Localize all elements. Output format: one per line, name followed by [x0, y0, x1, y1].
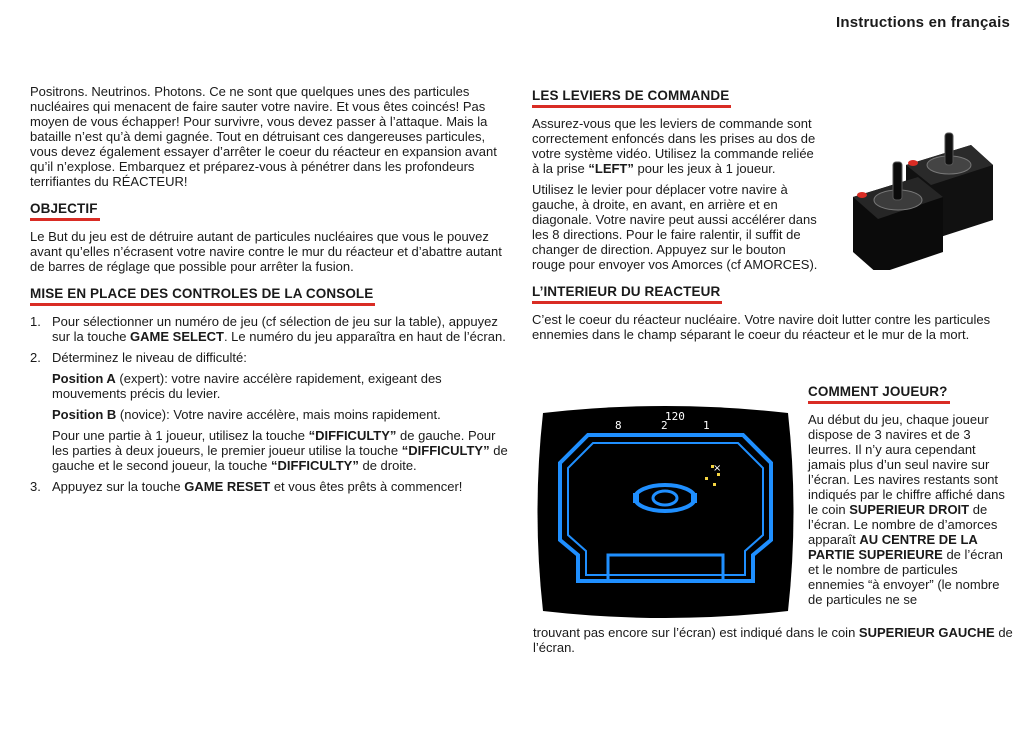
leviers-text: pour les jeux à 1 joueur.	[633, 161, 776, 176]
comment-tail-text: de l’écran.	[533, 625, 1013, 655]
comment-keyword: AU CENTRE DE LA PARTIE SUPERIEURE	[808, 532, 978, 562]
comment-text-tail	[533, 625, 1013, 655]
comment-text-c: de l’écran. Le nombre de d’amorces apparaît	[808, 502, 998, 547]
svg-text:×: ×	[713, 463, 722, 474]
comment-heading: COMMENT JOUEUR?	[808, 384, 950, 404]
leviers-keyword: “LEFT”	[588, 161, 634, 176]
step-text: et vous êtes prêts à commencer!	[270, 479, 463, 494]
objectif-heading: OBJECTIF	[30, 201, 100, 221]
leviers-text: Assurez-vous que les leviers de commande sont correctement enfoncés dans les prises au dos de votre système vidéo. Utilisez la commande reliée à la prise	[532, 116, 816, 176]
difficulty-text: de droite.	[358, 458, 417, 473]
step-2	[30, 350, 508, 473]
setup-steps	[30, 314, 508, 494]
position-b	[52, 407, 508, 422]
page-title: Instructions en français	[835, 14, 1010, 31]
comment-keyword: SUPERIEUR DROIT	[849, 502, 970, 517]
step-text: Déterminez le niveau de difficulté:	[52, 350, 247, 365]
leviers-heading: LES LEVIERS DE COMMANDE	[532, 88, 731, 108]
difficulty-keyword: “DIFFICULTY”	[308, 428, 397, 443]
leviers-paragraph-2: Utilisez le levier pour déplacer votre navire à gauche, à droite, en avant, en arrière et en diagonale. Votre navire peut aussi accélérer dans les 8 directions. Pour le faire ralentir, il suffit de changer de direction. Appuyez sur le bouton rouge pour envoyer vos Amorces (cf AMORCES).	[532, 182, 818, 272]
step-text: Pour sélectionner un numéro de jeu (cf sélection de jeu sur la table), appuyez sur la touche	[52, 314, 498, 344]
position-b-label: Position B	[52, 407, 117, 422]
difficulty-text: de gauche et le second joueur, la touche	[52, 443, 508, 473]
difficulty-paragraph	[52, 428, 508, 473]
step-number: 2.	[30, 350, 41, 365]
step-number: 1.	[30, 314, 41, 329]
objectif-text: Le But du jeu est de détruire autant de particules nucléaires que vous le pouvez avant qu’elles n’écrasent votre navire contre le mur du réacteur et d’abattre autant de barres de réglage que possible pour arrêter la fusion.	[30, 229, 502, 274]
step-keyword: GAME SELECT	[130, 329, 224, 344]
joystick-controllers-icon	[846, 130, 996, 270]
difficulty-text: Pour une partie à 1 joueur, utilisez la touche	[52, 428, 309, 443]
comment-text-e: de l’écran et le nombre de particules ennemies “à envoyer” (le nombre de particules ne se	[808, 547, 1003, 607]
interieur-text: C’est le coeur du réacteur nucléaire. Votre navire doit lutter contre les particules ennemies dans le champ séparant le coeur du réacteur et le mur de la mort.	[532, 312, 991, 342]
comment-text-a: Au début du jeu, chaque joueur dispose de 3 navires et de 3 leurres. Il n’y aura cependant jamais plus d’un seul navire sur l’écran. Les navires restants sont indiqués par le chiffre affiché dans le coin	[808, 412, 1005, 517]
left-column	[30, 84, 508, 500]
ships-readout: 1	[703, 419, 710, 432]
decoys-readout: 2	[661, 419, 668, 432]
comment-keyword: SUPERIEUR GAUCHE	[858, 625, 995, 640]
comment-text	[808, 412, 1013, 607]
step-text: Appuyez sur la touche	[52, 479, 185, 494]
step-3	[30, 479, 508, 494]
step-keyword: GAME RESET	[184, 479, 271, 494]
score-readout: 120	[665, 410, 685, 423]
difficulty-keyword: “DIFFICULTY”	[401, 443, 490, 458]
comment-tail-text: trouvant pas encore sur l’écran) est indiqué dans le coin	[533, 625, 859, 640]
position-a	[52, 371, 508, 401]
step-number: 3.	[30, 479, 41, 494]
difficulty-text: de gauche. Pour les parties à deux joueurs, le premier joueur utilise la touche	[52, 428, 496, 458]
game-screen-illustration	[533, 405, 798, 619]
comment-jouer-section	[808, 378, 1013, 613]
intro-paragraph: Positrons. Neutrinos. Photons. Ce ne sont que quelques unes des particules nucléaires qui menacent de faire sauter votre navire. Et vous êtes coincés! Pas moyen de vous échapper! Pour survivre, vous devez passer à l’attaque. Mais la bataille n’est qu’à demi gagnée. Tout en détruisant ces dangereuses particules, vous devez également essayer d’arrêter le coeur du réacteur en expansion avant qu’il n’explose. Embarquez et préparez-vous à pénétrer dans les profondeurs terrifiantes du RÉACTEUR!	[30, 84, 497, 189]
difficulty-keyword: “DIFFICULTY”	[271, 458, 359, 473]
step-text: . Le numéro du jeu apparaîtra en haut de l’écran.	[223, 329, 506, 344]
position-a-label: Position A	[52, 371, 116, 386]
score-readout-left: 8	[615, 419, 622, 432]
mise-heading: MISE EN PLACE DES CONTROLES DE LA CONSOLE	[30, 286, 375, 306]
interieur-heading: L’INTERIEUR DU REACTEUR	[532, 284, 722, 304]
position-b-text: (novice): Votre navire accélère, mais moins rapidement.	[116, 407, 441, 422]
position-a-text: (expert): votre navire accélère rapidement, exigeant des mouvements précis du levier.	[52, 371, 442, 401]
leviers-paragraph-1	[532, 116, 822, 176]
step-1	[30, 314, 508, 344]
